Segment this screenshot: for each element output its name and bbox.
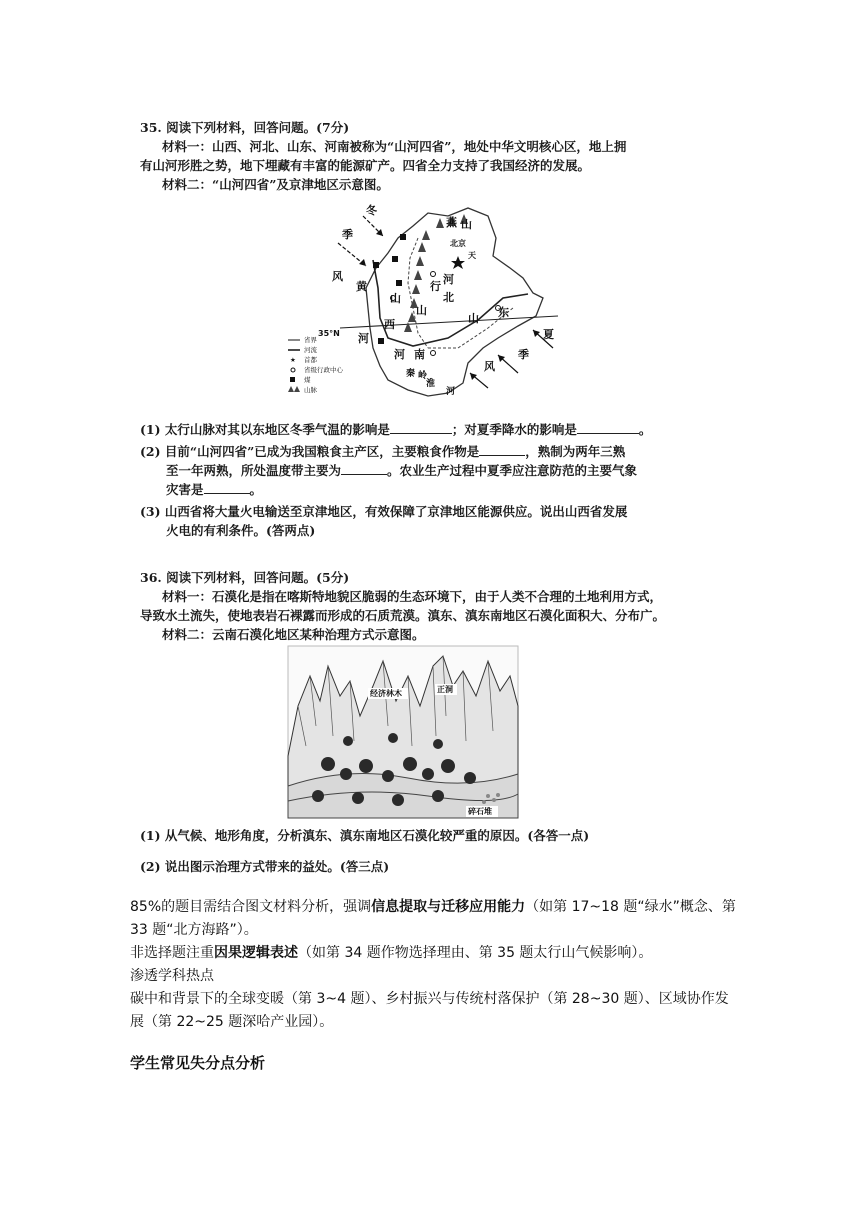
svg-text:山: 山: [468, 312, 479, 325]
answer-blank[interactable]: [204, 481, 250, 494]
svg-text:行: 行: [430, 280, 441, 293]
q35-title: 35. 阅读下列材料，回答问题。(7分): [140, 120, 350, 135]
svg-text:河: 河: [394, 348, 405, 361]
question-35: [140, 118, 700, 194]
question-36: [140, 568, 700, 644]
svg-text:河流: 河流: [304, 346, 317, 354]
answer-blank[interactable]: [479, 443, 525, 456]
svg-text:山: 山: [461, 218, 472, 231]
svg-text:河: 河: [443, 273, 454, 286]
svg-text:河: 河: [446, 387, 456, 397]
q35-material-1b: 有山河形胜之势，地下埋藏有丰富的能源矿产。四省全力支持了我国经济的发展。: [140, 158, 591, 173]
karst-treatment-figure: [288, 646, 518, 818]
svg-text:季: 季: [518, 348, 529, 361]
q35-sub-2b: 至一年两熟，所处温度带主要为 。农业生产过程中夏季应注意防范的主要气象: [166, 463, 638, 478]
svg-text:燕: 燕: [446, 216, 457, 229]
svg-text:天: 天: [468, 251, 476, 260]
svg-text:黄: 黄: [356, 280, 367, 293]
analysis-paragraph-4: 碳中和背景下的全球变暖（第 3~4 题）、乡村振兴与传统村落保护（第 28~30 题）、区域协作发展（第 22~25 题深哈产业园）。: [130, 991, 729, 1030]
q35-sub-1: (1) 太行山脉对其以东地区冬季气温的影响是 ；对夏季降水的影响是 。: [140, 422, 652, 437]
q36-material-1a: 材料一：石漠化是指在喀斯特地貌区脆弱的生态环境下，由于人类不合理的土地利用方式，: [162, 589, 663, 604]
svg-text:碎石堆: 碎石堆: [468, 807, 492, 816]
svg-text:东: 东: [498, 306, 509, 319]
q36-title: 36. 阅读下列材料，回答问题。(5分): [140, 570, 350, 585]
svg-text:风: 风: [332, 270, 343, 283]
svg-text:夏: 夏: [543, 328, 554, 341]
q35-material-2: 材料二：“山河四省”及京津地区示意图。: [162, 177, 389, 192]
svg-text:正洞: 正洞: [437, 685, 453, 694]
section-heading: 学生常见失分点分析: [130, 1054, 266, 1072]
shanhe-map-figure: [290, 198, 568, 410]
svg-text:北京: 北京: [450, 239, 466, 248]
svg-text:首都: 首都: [304, 356, 317, 364]
q36-sub-1: (1) 从气候、地形角度，分析滇东、滇东南地区石漠化较严重的原因。(各答一点): [140, 828, 590, 843]
q35-sub-2a: (2) 目前“山河四省”已成为我国粮食主产区，主要粮食作物是 ，熟制为两年三熟: [140, 444, 626, 459]
q36-subquestions: [140, 826, 700, 876]
svg-text:风: 风: [484, 360, 495, 373]
svg-text:经济林木: 经济林木: [370, 689, 402, 698]
svg-text:山脉: 山脉: [304, 386, 317, 394]
q36-material-2: 材料二：云南石漠化地区某种治理方式示意图。: [162, 627, 425, 642]
q35-material-1a: 材料一：山西、河北、山东、河南被称为“山河四省”，地处中华文明核心区，地上拥: [162, 139, 627, 154]
svg-text:35°N: 35°N: [318, 329, 340, 338]
analysis-paragraph-1: 85%的题目需结合图文材料分析，强调信息提取与迁移应用能力（如第 17~18 题“绿水”概念、第 33 题“北方海路”）。: [130, 899, 736, 938]
answer-blank[interactable]: [390, 421, 452, 434]
svg-text:省界: 省界: [304, 336, 317, 344]
svg-text:山: 山: [390, 292, 401, 305]
q35-sub-3a: (3) 山西省将大量火电输送至京津地区，有效保障了京津地区能源供应。说出山西省发展: [140, 504, 628, 519]
svg-text:岭: 岭: [418, 371, 428, 381]
emphasis: 因果逻辑表述: [214, 945, 298, 961]
q36-sub-2: (2) 说出图示治理方式带来的益处。(答三点): [140, 859, 390, 874]
analysis-paragraph-3: 渗透学科热点: [130, 968, 214, 984]
answer-blank[interactable]: [577, 421, 639, 434]
q35-sub-2c: 灾害是 。: [166, 482, 263, 497]
svg-text:淮: 淮: [426, 379, 436, 389]
q35-subquestions: [140, 420, 700, 540]
svg-text:季: 季: [342, 228, 353, 241]
svg-text:北: 北: [443, 291, 454, 304]
q36-material-1b: 导致水土流失，使地表岩石裸露而形成的石质荒漠。滇东、滇东南地区石漠化面积大、分布广。: [140, 608, 666, 623]
svg-text:★: ★: [290, 356, 296, 364]
svg-text:秦: 秦: [406, 369, 416, 379]
q35-sub-3b: 火电的有利条件。(答两点): [166, 523, 316, 538]
svg-text:西: 西: [384, 318, 395, 331]
svg-text:南: 南: [414, 348, 425, 361]
svg-text:河: 河: [358, 332, 369, 345]
analysis-paragraph-2: 非选择题注重因果逻辑表述（如第 34 题作物选择理由、第 35 题太行山气候影响）。: [130, 945, 653, 961]
svg-text:冬: 冬: [366, 204, 377, 217]
emphasis: 信息提取与迁移应用能力: [371, 899, 526, 915]
svg-text:煤: 煤: [304, 376, 311, 384]
svg-text:省级行政中心: 省级行政中心: [304, 366, 343, 374]
svg-text:山: 山: [416, 304, 427, 317]
answer-blank[interactable]: [341, 462, 387, 475]
